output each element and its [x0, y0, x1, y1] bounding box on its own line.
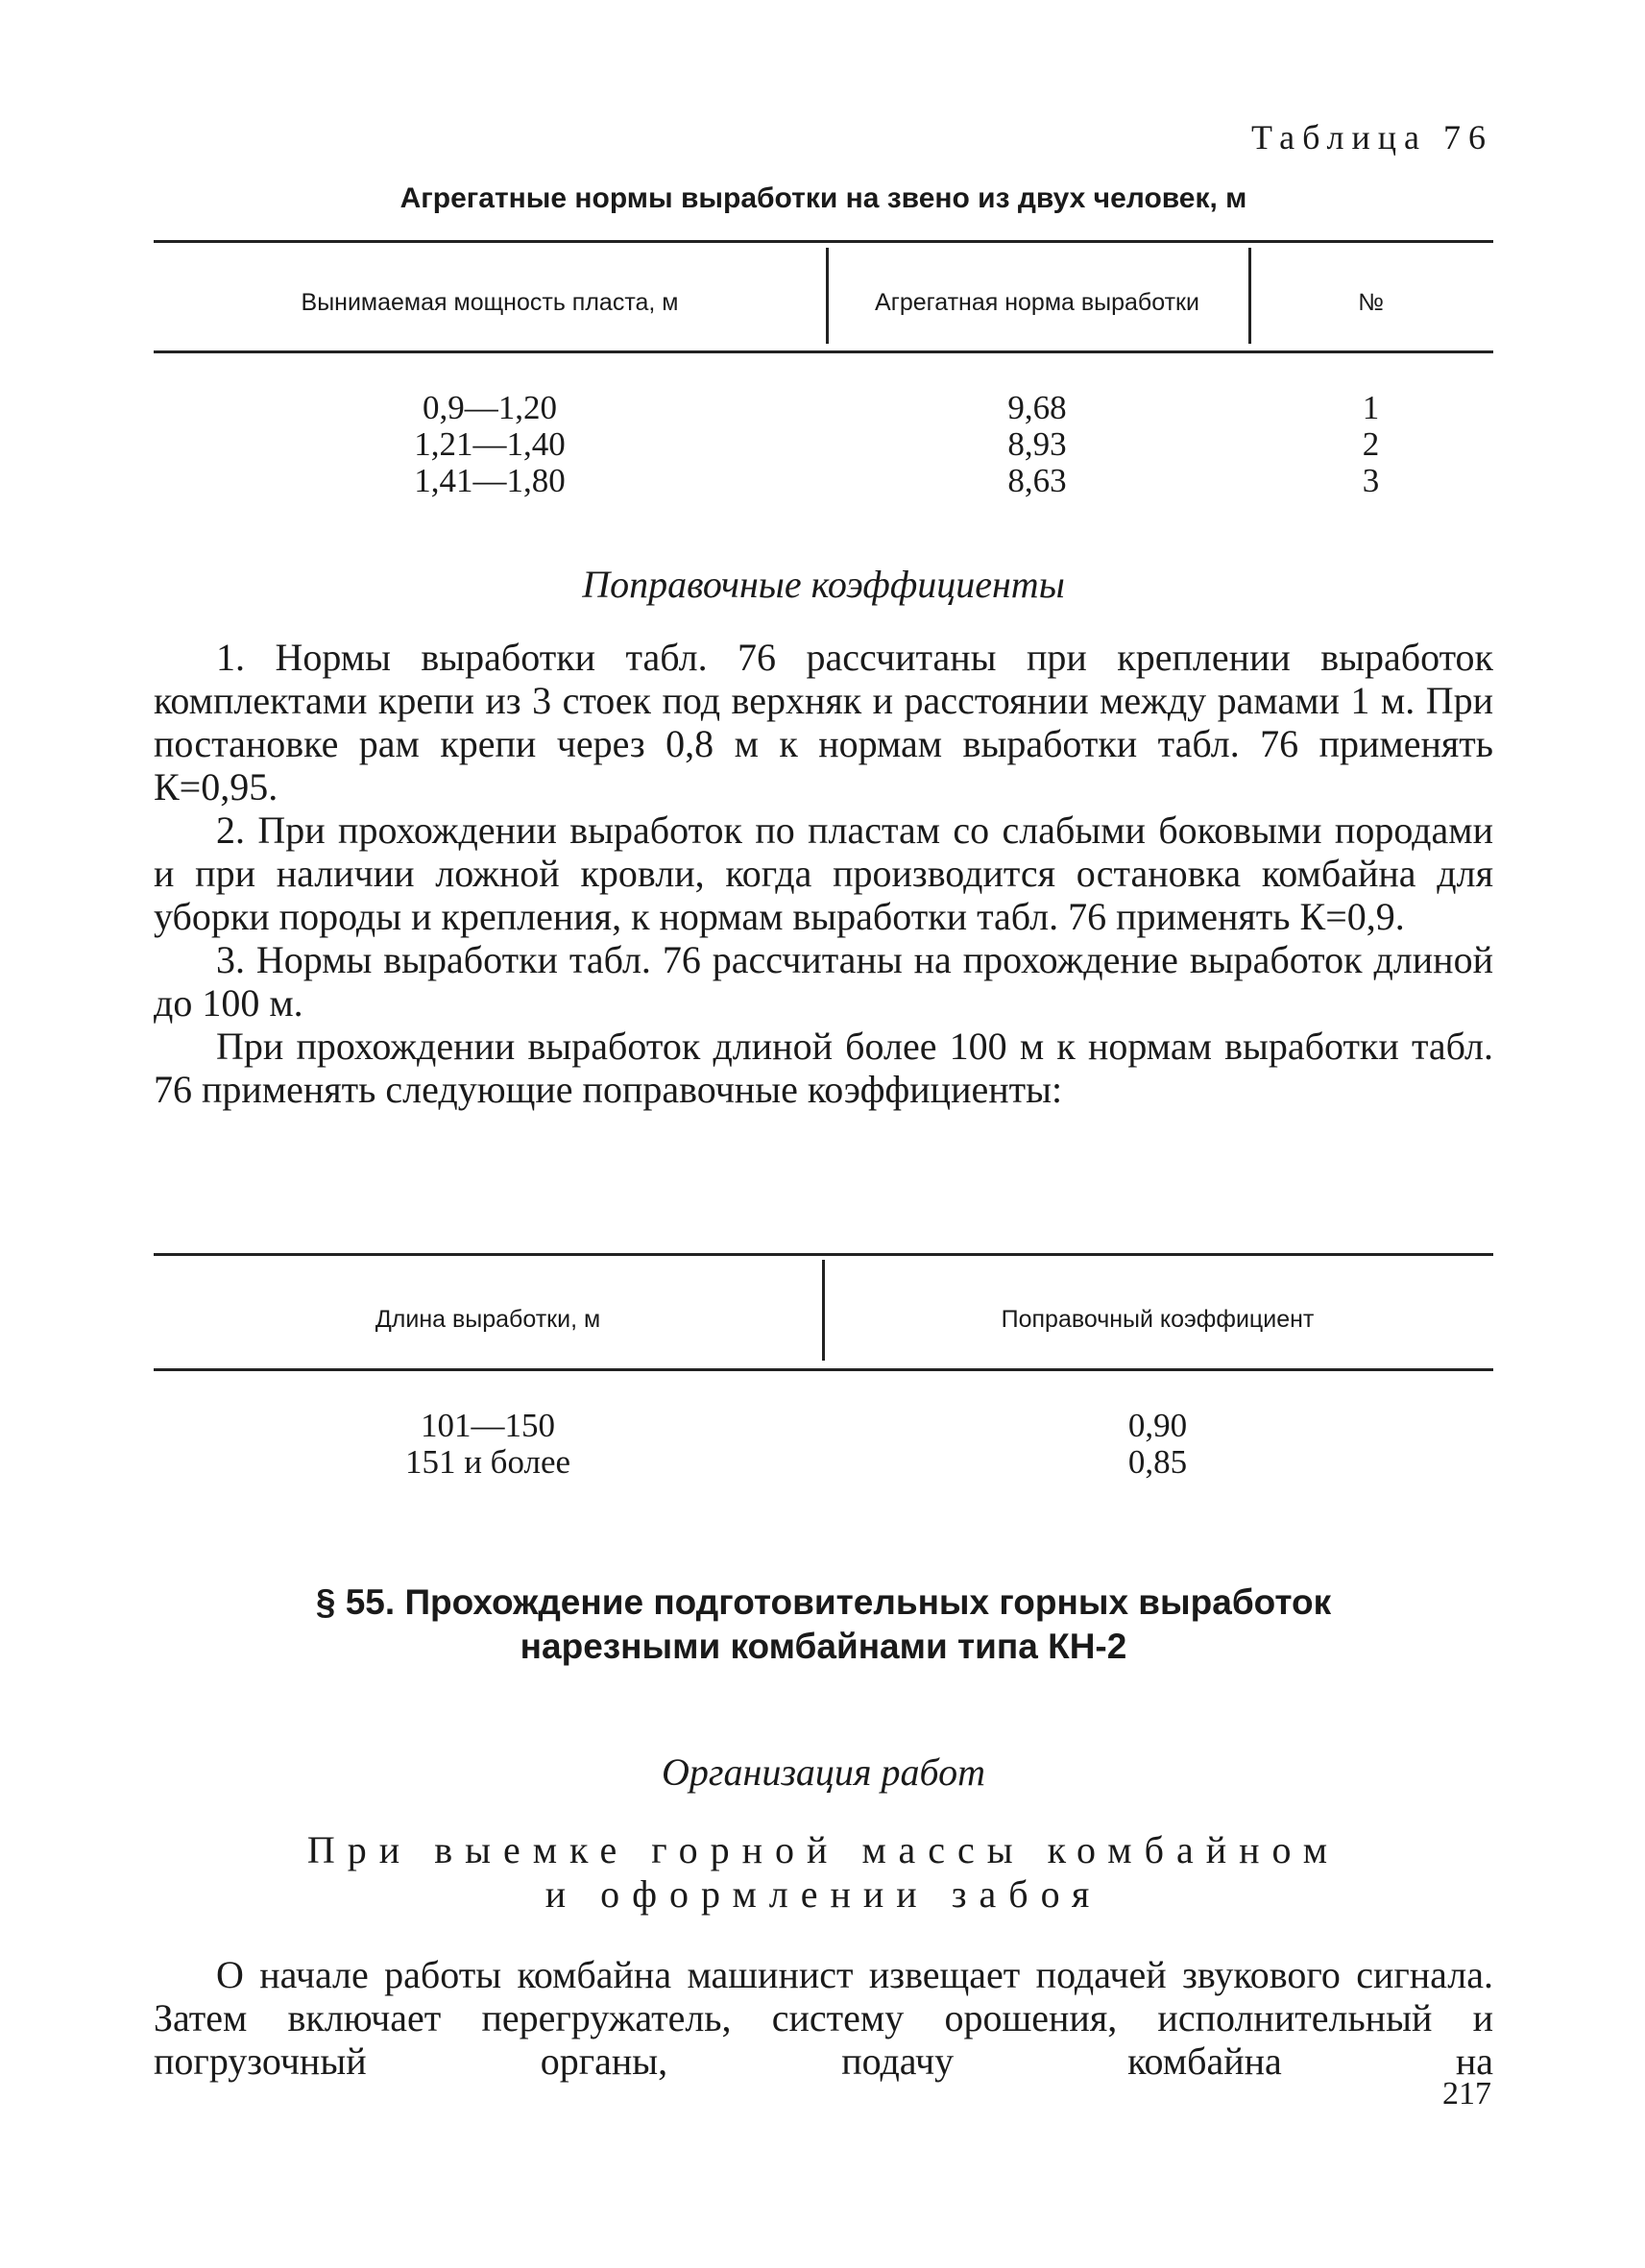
- length-table-col-coefficient: [822, 1408, 1493, 1481]
- table-cell: 8,93: [1007, 425, 1067, 463]
- paragraph: 3. Нормы выработки табл. 76 рассчитаны на прохождение выработок длиной до 100 м.: [154, 938, 1493, 1025]
- table76-header-norm: Агрегатная норма выработки: [875, 289, 1199, 316]
- table-cell: 1,21—1,40: [414, 425, 566, 463]
- table-cell: 2: [1362, 425, 1380, 463]
- section-title-line: § 55. Прохождение подготовительных горных выработок: [315, 1582, 1332, 1622]
- table76-col-norm: [826, 390, 1248, 499]
- table-cell: 151 и более: [404, 1443, 571, 1481]
- table-cell: 0,85: [1127, 1443, 1188, 1481]
- length-table-col-length: [154, 1408, 822, 1481]
- table-cell: 101—150: [421, 1407, 555, 1444]
- table76-header-rule: [154, 350, 1493, 353]
- table76-top-rule: [154, 240, 1493, 243]
- corrections-heading: Поправочные коэффициенты: [582, 563, 1065, 606]
- table-caption: Агрегатные нормы выработки на звено из двух человек, м: [399, 182, 1247, 214]
- section-title: [154, 1580, 1493, 1669]
- spaced-heading-line: и оформлении забоя: [544, 1872, 1102, 1916]
- paragraph: О начале работы комбайна машинист извещает подачей звукового сигнала. Затем включает перегружатель, систему орошения, исполнительный и погрузочный органы, подачу комбайна на: [154, 1953, 1493, 2083]
- section-text: [154, 1953, 1493, 2083]
- length-table-top-rule: [154, 1253, 1493, 1256]
- section-subheading: Организация работ: [661, 1750, 985, 1794]
- table76-header-number: №: [1358, 289, 1384, 316]
- spaced-heading-line: При выемке горной массы комбайном: [306, 1828, 1341, 1871]
- length-table-header-length: Длина выработки, м: [375, 1306, 601, 1333]
- table-cell: 1,41—1,80: [414, 462, 566, 499]
- section-title-line: нарезными комбайнами типа КН-2: [520, 1627, 1127, 1666]
- paragraph: 2. При прохождении выработок по пластам со слабыми боковыми породами и при наличии ложной кровли, когда производится остановка комбайна для уборки породы и крепления, к нормам выработки табл. 76 применять К=0,9.: [154, 808, 1493, 938]
- page-number: 217: [1442, 2076, 1491, 2111]
- spaced-heading: [154, 1828, 1493, 1917]
- table-cell: 8,63: [1007, 462, 1067, 499]
- table-cell: 0,90: [1127, 1407, 1188, 1444]
- length-table-header-rule: [154, 1368, 1493, 1371]
- table-cell: 0,9—1,20: [423, 389, 557, 426]
- table-label: Таблица 76: [1251, 118, 1493, 157]
- corrections-text: [154, 636, 1493, 1111]
- table76-header-thickness: Вынимаемая мощность пласта, м: [301, 289, 679, 316]
- table76-col-number: [1248, 390, 1493, 499]
- table-cell: 1: [1362, 389, 1380, 426]
- length-table-header-coefficient: Поправочный коэффициент: [1001, 1306, 1315, 1333]
- table-cell: 3: [1362, 462, 1380, 499]
- table-cell: 9,68: [1007, 389, 1067, 426]
- table76-col-thickness: [154, 390, 826, 499]
- paragraph: 1. Нормы выработки табл. 76 рассчитаны при креплении выработок комплектами крепи из 3 стоек под верхняк и расстоянии между рамами 1 м. При постановке рам крепи через 0,8 м к нормам выработки табл. 76 применять К=0,95.: [154, 636, 1493, 808]
- paragraph: При прохождении выработок длиной более 100 м к нормам выработки табл. 76 применять следующие поправочные коэффициенты:: [154, 1025, 1493, 1111]
